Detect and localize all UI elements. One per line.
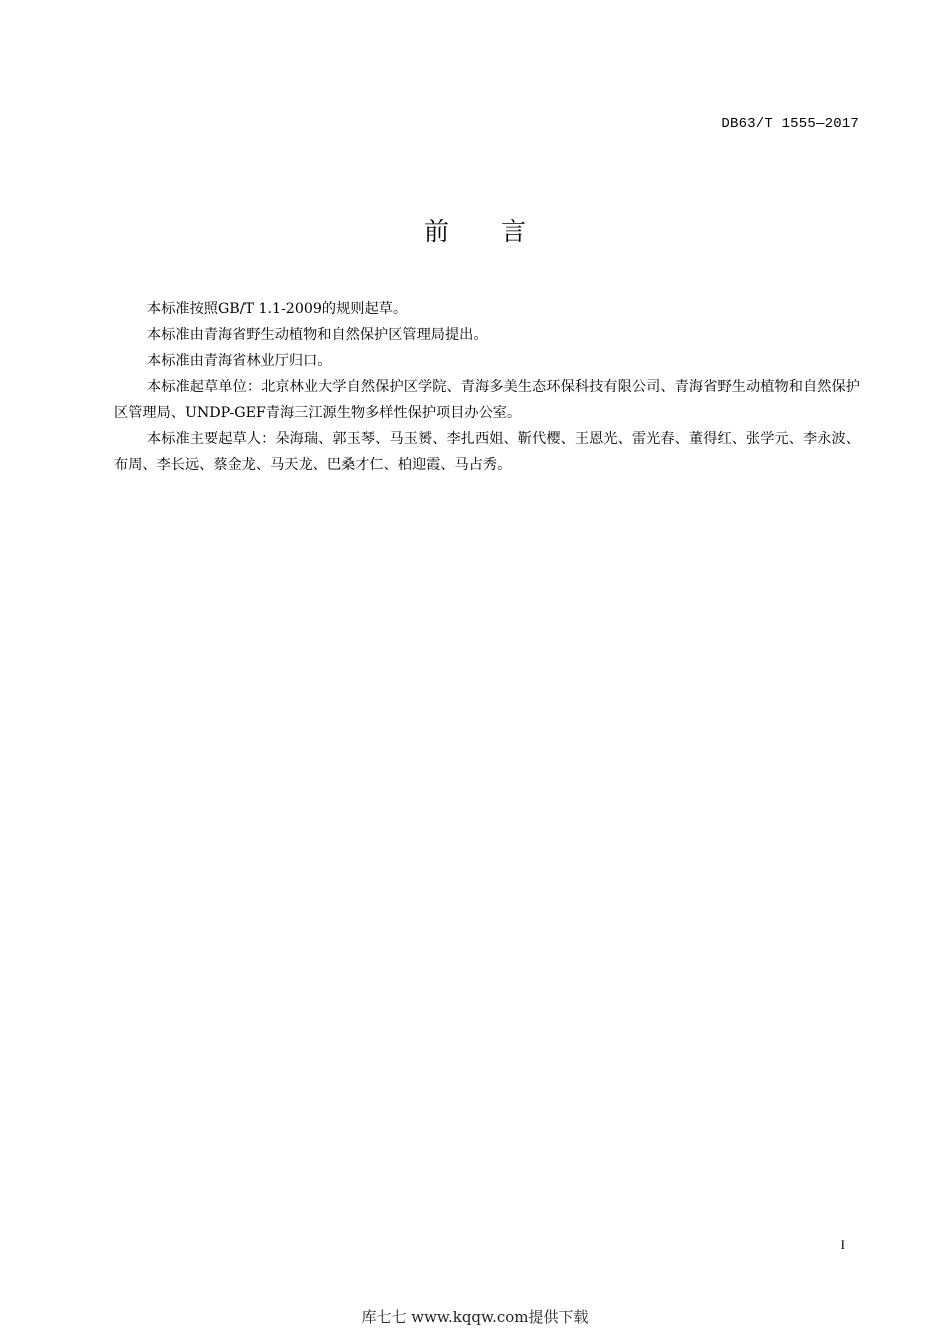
watermark-text: 库七七 www.kqqw.com提供下载	[361, 1308, 589, 1326]
page-title	[0, 212, 950, 248]
paragraph: 本标准按照GB/T 1.1-2009的规则起草。	[147, 301, 408, 317]
paragraph: 本标准主要起草人：朵海瑞、郭玉琴、马玉赟、李扎西姐、靳代樱、王恩光、雷光春、董得红、张学元、李永波、布周、李长远、蔡金龙、马天龙、巴桑才仁、柏迎霞、马占秀。	[114, 431, 860, 473]
foreword-body	[114, 296, 860, 478]
title-char-2: 言	[501, 217, 527, 246]
page-number: I	[840, 1237, 845, 1252]
paragraph: 本标准由青海省林业厅归口。	[147, 353, 332, 369]
document-code: DB63/T 1555—2017	[721, 116, 859, 132]
paragraph: 本标准由青海省野生动植物和自然保护区管理局提出。	[147, 327, 488, 343]
paragraph: 本标准起草单位：北京林业大学自然保护区学院、青海多美生态环保科技有限公司、青海省野生动植物和自然保护区管理局、UNDP-GEF青海三江源生物多样性保护项目办公室。	[114, 379, 860, 421]
title-char-1: 前	[423, 217, 449, 246]
